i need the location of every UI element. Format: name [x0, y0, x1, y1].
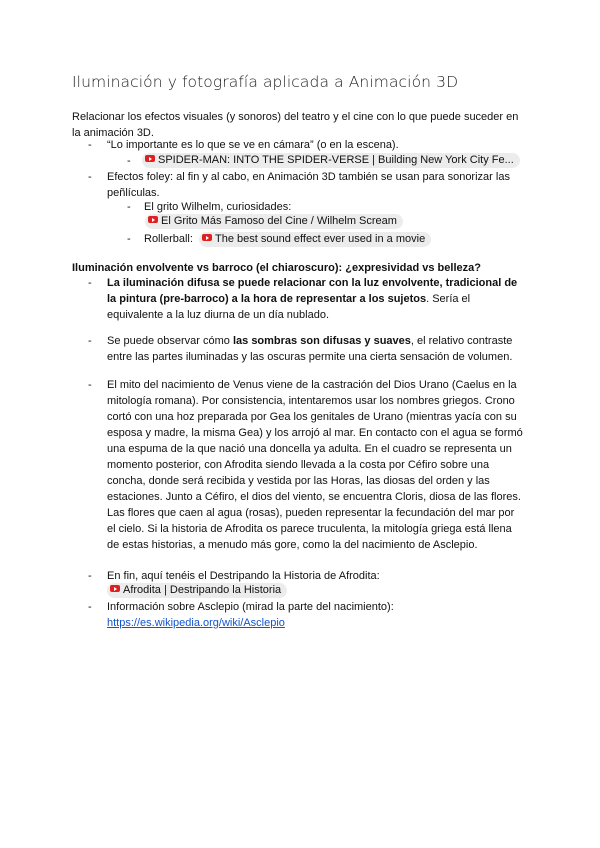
youtube-icon [145, 155, 155, 162]
youtube-icon [110, 585, 120, 592]
bullet-dash: - [127, 201, 131, 213]
bullet-dash: - [88, 277, 92, 289]
youtube-chip-rollerball[interactable]: The best sound effect ever used in a movie [199, 232, 431, 247]
youtube-chip-spiderverse[interactable]: SPIDER-MAN: INTO THE SPIDER-VERSE | Building New York City Fe... [142, 153, 520, 168]
bullet-dash: - [127, 155, 131, 167]
bullet-dash: - [88, 335, 92, 347]
list-item-text: Se puede observar cómo las sombras son difusas y suaves, el relativo contraste entre las partes iluminadas y las oscuras permite una cierta sensación de volumen. [107, 335, 513, 363]
bullet-dash: - [88, 570, 92, 582]
list-item-text: La iluminación difusa se puede relacionar con la luz envolvente, tradicional de la pintura (pre-barroco) a la hora de representar a los sujetos. Sería el equivalente a la luz diurna de un día nublado. [107, 277, 518, 321]
youtube-chip-afrodita[interactable]: Afrodita | Destripando la Historia [107, 583, 287, 598]
list-item-text: Información sobre Asclepio (mirad la parte del nacimiento): https://es.wikipedia.org/wiki/Asclepio [107, 601, 394, 629]
bullet-dash: - [127, 233, 131, 245]
list-item-text: El grito Wilhelm, curiosidades: [144, 201, 292, 213]
bullet-dash: - [88, 601, 92, 613]
asclepio-link[interactable]: https://es.wikipedia.org/wiki/Asclepio [107, 617, 285, 629]
list-item-text: Efectos foley: al fin y al cabo, en Animación 3D también se usan para sonorizar las peñlículas. [107, 171, 510, 199]
youtube-chip-wilhelm[interactable]: El Grito Más Famoso del Cine / Wilhelm Scream [145, 214, 403, 229]
list-item-text: El mito del nacimiento de Venus viene de la castración del Dios Urano (Caelus en la mitología romana). Por consistencia, intentaremos usar los nombres griegos. Crono cortó con una hoz preparada por Gea los genitales de Urano (mientras yacía con su esposa y madre, la misma Gea) y los arrojó al mar. En contacto con el agua se formó una espuma de la que nació una doncella ya adulta. En el cuadro se representa un momento posterior, con Afrodita siendo llevada a la costa por Céfiro sobre una concha, donde será recibida y vestida por las Horas, las diosas del orden y las estaciones. Junto a Céfiro, el dios del viento, se encuentra Cloris, diosa de las flores. Las flores que caen al agua (rosas), pueden representar la fecundación del mar por el cielo. Si la historia de Afrodita os parece truculenta, la mitología griega está llena de estas historias, a menudo más gore, como la del nacimiento de Asclepio. [107, 379, 523, 551]
list-item-text: Rollerball: The best sound effect ever used in a movie [144, 231, 431, 247]
list-item-text: “Lo importante es lo que se ve en cámara” (o en la escena). [107, 139, 399, 151]
bullet-dash: - [88, 139, 92, 151]
youtube-icon [148, 216, 158, 223]
intro-paragraph: Relacionar los efectos visuales (y sonoros) del teatro y el cine con lo que puede suceder en la animación 3D. [72, 111, 519, 139]
page-title: Iluminación y fotografía aplicada a Animación 3D [72, 73, 459, 91]
bullet-dash: - [88, 171, 92, 183]
bullet-dash: - [88, 379, 92, 391]
youtube-icon [202, 234, 212, 241]
section-heading: Iluminación envolvente vs barroco (el chiaroscuro): ¿expresividad vs belleza? [72, 262, 481, 274]
list-item-text: En fin, aquí tenéis el Destripando la Historia de Afrodita: [107, 570, 380, 582]
